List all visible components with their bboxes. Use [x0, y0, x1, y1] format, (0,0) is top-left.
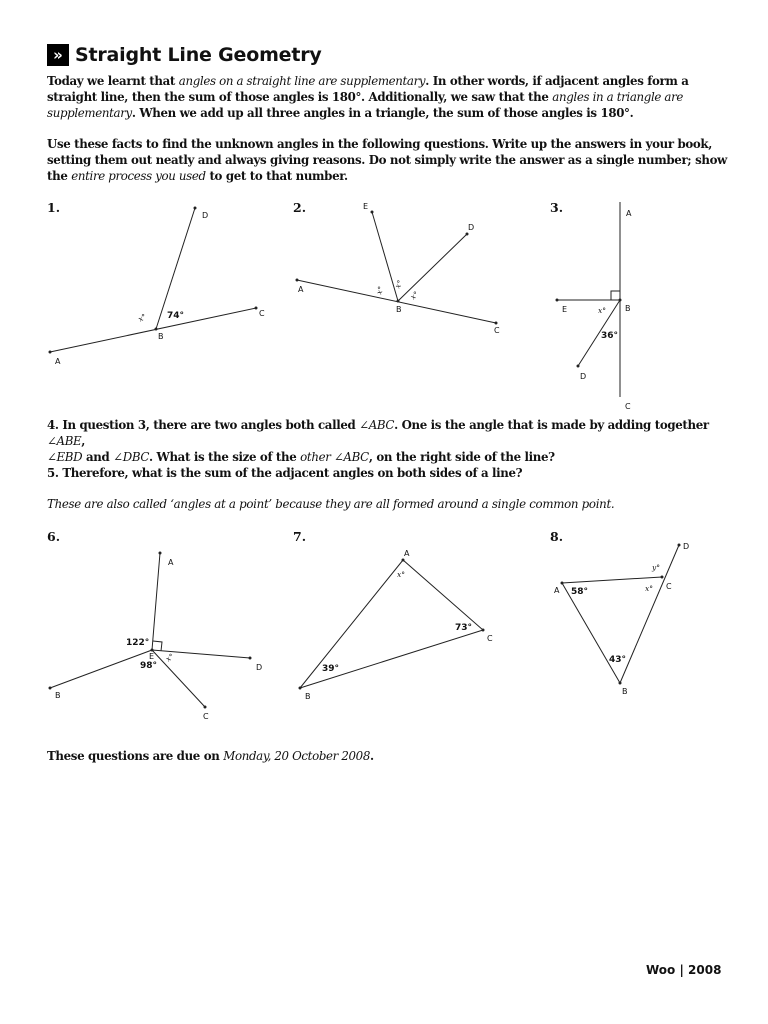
fig6-angle-98: 98°	[140, 661, 158, 671]
instructions-paragraph: Use these facts to find the unknown angles in the following questions. Write up the answers in your book, setting them out neatly and always giving reasons. Do not simply write the answer as a single number; show the entire process you used to get to that number.	[47, 137, 727, 183]
title-text: Straight Line Geometry	[75, 44, 322, 66]
question-6-number: 6.	[47, 529, 61, 544]
fig8-angle-43: 43°	[609, 655, 627, 665]
due-date-line: These questions are due on Monday, 20 October 2008.	[47, 749, 374, 763]
fig6-label-b: B	[55, 691, 61, 700]
figure-6	[49, 552, 263, 722]
fig7-angle-39: 39°	[322, 664, 340, 674]
fig2-angle-x2: x°	[392, 278, 405, 290]
fig1-angle-74: 74°	[167, 311, 185, 321]
fig7-label-a: A	[404, 549, 410, 558]
fig7-angle-73: 73°	[455, 623, 473, 633]
fig8-label-c: C	[666, 582, 672, 591]
fig2-label-c: C	[494, 326, 500, 335]
figure-1	[49, 207, 266, 367]
fig6-angle-x: x°	[163, 651, 176, 664]
fig2-label-d: D	[468, 223, 475, 232]
fig2-label-e: E	[363, 202, 369, 211]
figure-7	[299, 549, 494, 701]
fig6-label-d: D	[256, 663, 263, 672]
fig1-label-c: C	[259, 309, 265, 318]
fig2-angle-x3: x°	[408, 289, 421, 302]
figure-3	[556, 202, 633, 411]
fig2-label-a: A	[298, 285, 304, 294]
fig8-angle-y: y°	[652, 563, 660, 572]
fig7-angle-x: x°	[397, 570, 405, 579]
fig3-label-e: E	[562, 305, 568, 314]
fig8-label-d: D	[683, 542, 690, 551]
fig1-label-a: A	[55, 357, 61, 366]
fig8-label-b: B	[622, 687, 628, 696]
fig7-label-c: C	[487, 634, 493, 643]
fig1-label-d: D	[202, 211, 209, 220]
fig6-label-c: C	[203, 712, 209, 721]
fig3-label-d: D	[580, 372, 587, 381]
question-3-number: 3.	[550, 200, 564, 215]
fig6-label-e: E	[149, 652, 155, 661]
fig1-label-b: B	[158, 332, 164, 341]
question-5-note: These are also called ‘angles at a point’ because they are all formed around a single common point.	[47, 497, 615, 511]
fig2-label-b: B	[396, 305, 402, 314]
question-2-number: 2.	[293, 200, 307, 215]
question-8-number: 8.	[550, 529, 564, 544]
fig2-angle-x1: x°	[374, 285, 386, 296]
chevron-icon: »	[47, 44, 69, 66]
fig3-angle-x: x°	[598, 306, 606, 315]
question-7-number: 7.	[293, 529, 307, 544]
fig3-label-a: A	[626, 209, 632, 218]
figure-2	[296, 202, 501, 335]
fig8-label-a: A	[554, 586, 560, 595]
intro-paragraph: Today we learnt that angles on a straight line are supplementary. In other words, if adjacent angles form a straight line, then the sum of those angles is 180°. Additionally, we saw that the angles in a triangle are supplementary. When we add up all three angles in a triangle, the sum of those angles is 180°.	[47, 74, 689, 120]
fig3-label-c: C	[625, 402, 631, 411]
question-1-number: 1.	[47, 200, 61, 215]
figure-8	[554, 542, 689, 696]
fig3-angle-36: 36°	[601, 331, 619, 341]
fig6-angle-122: 122°	[126, 638, 150, 648]
fig3-label-b: B	[625, 304, 631, 313]
fig1-angle-x: x°	[136, 311, 148, 324]
fig6-label-a: A	[168, 558, 174, 567]
fig8-angle-x: x°	[645, 584, 653, 593]
fig8-angle-58: 58°	[571, 587, 589, 597]
question-4: 4. In question 3, there are two angles both called ∠ABC. One is the angle that is made by adding together ∠ABE, ∠EBD and ∠DBC. What is the size of the other ∠ABC, on the right side of the line?	[47, 418, 709, 464]
fig7-label-b: B	[305, 692, 311, 701]
footer-author-year: Woo | 2008	[646, 963, 722, 977]
question-5: 5. Therefore, what is the sum of the adjacent angles on both sides of a line?	[47, 466, 523, 480]
